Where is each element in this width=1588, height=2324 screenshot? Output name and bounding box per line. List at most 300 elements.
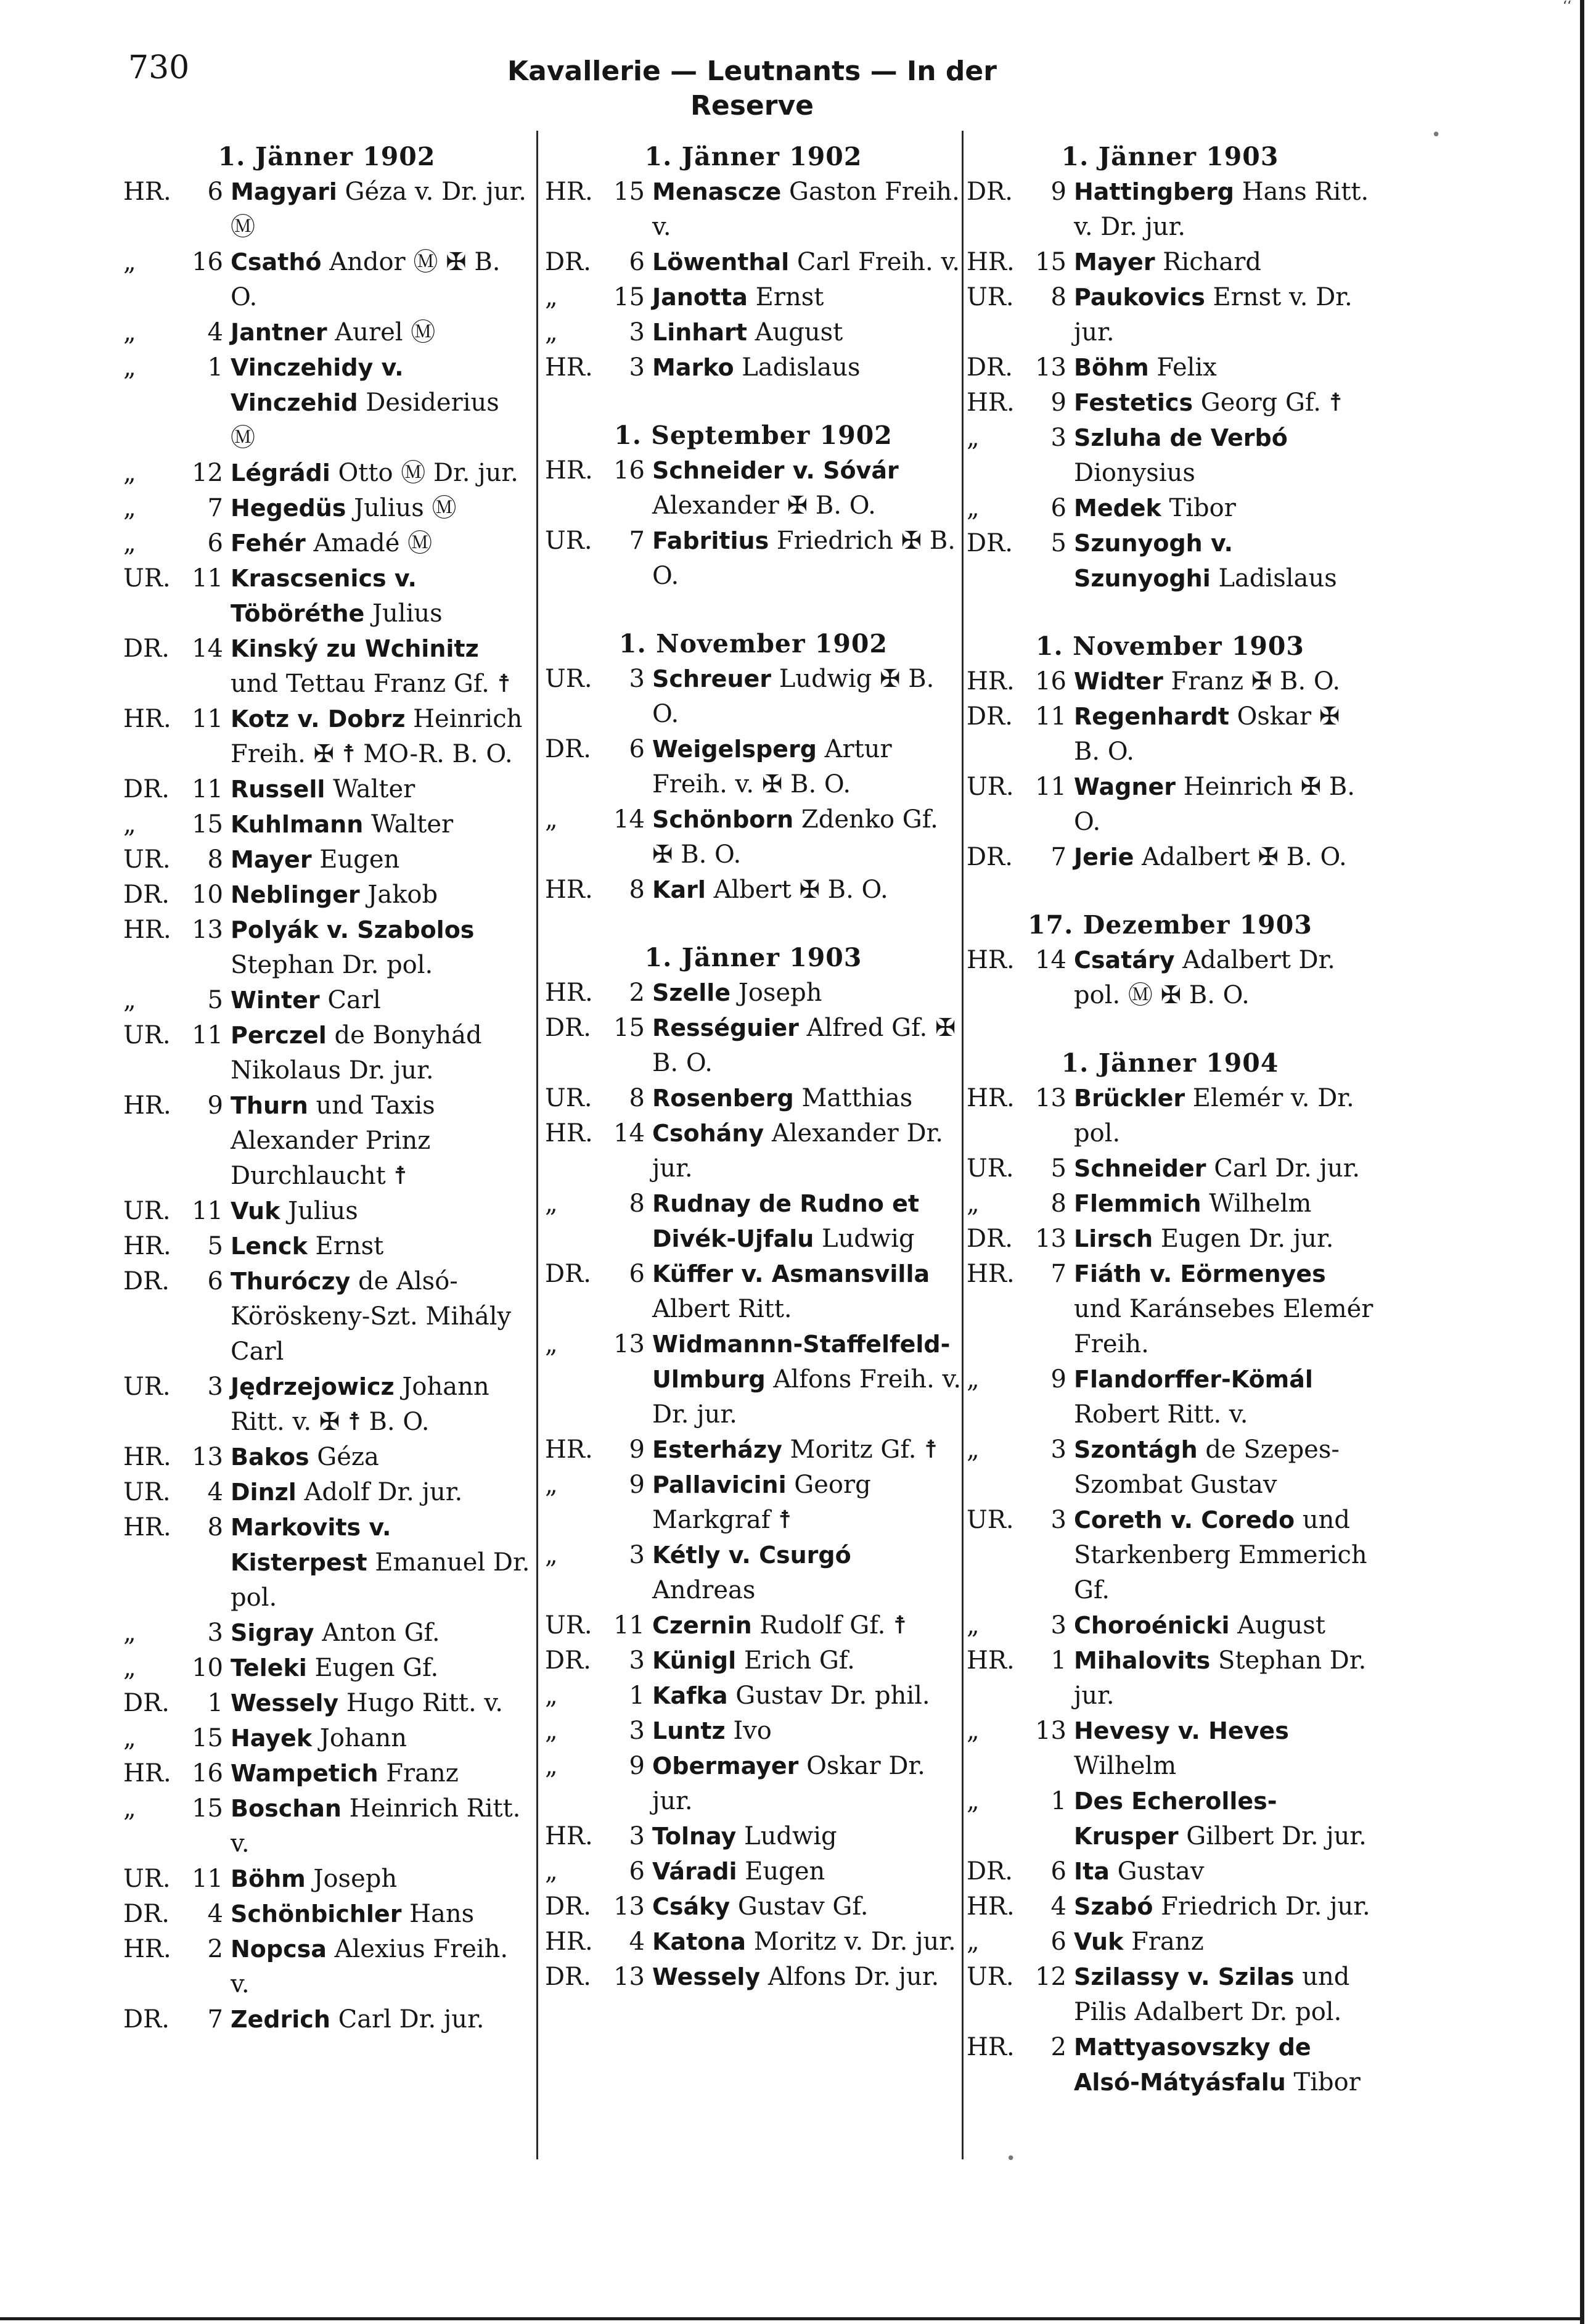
regiment-type: DR.: [545, 1646, 591, 1675]
officer-surname: Wessely: [652, 1963, 761, 1990]
running-title: Kavallerie — Leutnants — In der Reserve: [507, 55, 997, 121]
regiment-number: 13: [192, 916, 223, 944]
officer-details: Alexander Dr. jur.: [652, 1119, 943, 1183]
officer-name: [652, 732, 962, 802]
regiment-number: 8: [1050, 283, 1066, 311]
officer-name: [652, 245, 962, 280]
regiment-type: HR.: [967, 946, 1015, 974]
regiment-type: UR.: [123, 845, 171, 874]
regiment-type: HR.: [545, 1822, 593, 1850]
column-rule-left: [536, 131, 538, 2159]
officer-name: [231, 1475, 530, 1510]
regiment-type: DR.: [967, 529, 1013, 557]
roster-entry: [123, 1194, 530, 1229]
officer-name: [231, 456, 530, 491]
officer-name: [1074, 1151, 1373, 1186]
officer-surname: Hevesy v. Heves: [1074, 1717, 1289, 1744]
regiment-number: 3: [207, 1373, 223, 1401]
regiment-number: 6: [207, 529, 223, 557]
officer-surname: Dinzl: [231, 1479, 297, 1506]
roster-entry: [123, 1756, 530, 1791]
officer-surname: Csathó: [231, 248, 322, 276]
regiment-type: HR.: [967, 1646, 1015, 1675]
regiment-type: „: [123, 1654, 136, 1682]
regiment-type: HR.: [967, 667, 1015, 696]
regiment-number: 3: [207, 1619, 223, 1647]
scan-speck: •: [1006, 2149, 1016, 2168]
officer-details: Franz ✠ B. O.: [1163, 667, 1341, 696]
regiment-number: 13: [192, 1443, 223, 1471]
roster-entry: [123, 772, 530, 807]
regiment-number: 6: [629, 1260, 645, 1288]
roster-entry: [545, 280, 962, 315]
officer-surname: Szontágh: [1074, 1436, 1198, 1463]
officer-details: Gaston Freih. v.: [652, 178, 960, 241]
roster-entry: [967, 526, 1373, 596]
officer-surname: Csatáry: [1074, 946, 1175, 974]
regiment-type: „: [545, 1189, 558, 1218]
officer-surname: Tolnay: [652, 1823, 737, 1850]
officer-surname: Ita: [1074, 1858, 1110, 1885]
regiment-type: HR.: [967, 1892, 1015, 1921]
regiment-type: „: [545, 318, 558, 347]
officer-details: Artur Freih. v. ✠ B. O.: [652, 735, 892, 799]
officer-name: [231, 2002, 530, 2037]
officer-details: Alexius Freih. v.: [231, 1935, 509, 1998]
officer-name: [1074, 385, 1373, 421]
officer-details: Gilbert Dr. jur.: [1178, 1822, 1367, 1850]
officer-surname: Hattingberg: [1074, 178, 1234, 205]
roster-entry: [967, 280, 1373, 350]
officer-name: [231, 913, 530, 983]
officer-name: [231, 1756, 530, 1791]
officer-surname: Böhm: [1074, 354, 1149, 381]
officer-name: [1074, 2030, 1373, 2100]
regiment-number: 11: [192, 775, 223, 803]
regiment-type: HR.: [123, 1232, 171, 1260]
officer-name: [231, 1932, 530, 2002]
regiment-number: 5: [1050, 1154, 1066, 1183]
officer-name: [652, 1924, 962, 1960]
regiment-number: 6: [207, 178, 223, 206]
regiment-type: „: [545, 1471, 558, 1499]
officer-name: [652, 1186, 962, 1257]
roster-entry: [123, 1475, 530, 1510]
regiment-type: „: [123, 1619, 136, 1647]
officer-details: Georg Markgraf ☨: [652, 1471, 871, 1534]
officer-details: und Tettau Franz Gf. ☨: [231, 670, 511, 698]
officer-details: Rudolf Gf. ☨: [751, 1611, 907, 1640]
regiment-number: 2: [207, 1935, 223, 1963]
officer-details: Amadé Ⓜ: [305, 529, 433, 557]
roster-entry: [123, 1862, 530, 1897]
regiment-number: 6: [629, 248, 645, 276]
officer-details: Gustav Dr. phil.: [727, 1681, 930, 1710]
roster-entry: [967, 840, 1373, 875]
regiment-type: UR.: [967, 1154, 1014, 1183]
regiment-type: „: [967, 1717, 980, 1745]
officer-details: Aurel Ⓜ: [327, 318, 436, 347]
roster-entry: [123, 1897, 530, 1932]
regiment-number: 15: [613, 178, 645, 206]
officer-details: Walter: [325, 775, 415, 803]
regiment-number: 4: [629, 1928, 645, 1956]
roster-entry: [545, 1468, 962, 1538]
officer-details: Emanuel Dr. pol.: [231, 1548, 530, 1612]
regiment-number: 9: [629, 1435, 645, 1464]
officer-details: Julius: [280, 1197, 358, 1225]
regiment-number: 6: [629, 1857, 645, 1886]
regiment-type: DR.: [967, 353, 1013, 382]
officer-surname: Rességuier: [652, 1014, 799, 1041]
officer-name: [231, 1018, 530, 1088]
officer-name: [652, 1011, 962, 1081]
officer-details: Robert Ritt. v.: [1074, 1400, 1248, 1429]
officer-name: [231, 350, 530, 456]
regiment-number: 3: [1050, 1506, 1066, 1534]
officer-details: Ludwig ✠ B. O.: [652, 665, 935, 728]
regiment-type: „: [123, 248, 136, 276]
roster-entry: [545, 1116, 962, 1186]
roster-entry: [967, 770, 1373, 840]
officer-surname: Szelle: [652, 979, 731, 1006]
officer-details: Joseph: [731, 979, 822, 1007]
regiment-number: 15: [192, 810, 223, 839]
roster-entry: [967, 1222, 1373, 1257]
roster-entry: [545, 873, 962, 908]
officer-surname: Thurn: [231, 1092, 308, 1119]
regiment-number: 11: [613, 1611, 645, 1640]
regiment-number: 6: [207, 1267, 223, 1295]
officer-name: [231, 1264, 530, 1369]
roster-entry: [123, 1510, 530, 1616]
officer-surname: Rosenberg: [652, 1085, 794, 1112]
regiment-number: 3: [629, 353, 645, 382]
officer-surname: Fabritius: [652, 527, 769, 554]
roster-entry: [967, 1608, 1373, 1643]
officer-details: Johann Ritt. v. ✠ ☨ B. O.: [231, 1373, 489, 1436]
roster-entry: [123, 456, 530, 491]
officer-surname: Luntz: [652, 1717, 726, 1744]
officer-surname: Kinský zu Wchinitz: [231, 635, 479, 662]
regiment-number: 1: [207, 353, 223, 382]
officer-name: [231, 526, 530, 561]
regiment-type: HR.: [967, 388, 1015, 417]
officer-surname: Esterházy: [652, 1436, 782, 1463]
regiment-number: 7: [1050, 1260, 1066, 1288]
roster-entry: [545, 1643, 962, 1678]
regiment-type: „: [545, 1752, 558, 1780]
roster-entry: [545, 1186, 962, 1257]
roster-entry: [123, 702, 530, 772]
regiment-number: 11: [1035, 773, 1066, 801]
officer-surname: Bakos: [231, 1443, 309, 1471]
officer-name: [1074, 350, 1373, 385]
officer-details: Carl Dr. jur.: [1206, 1154, 1361, 1183]
officer-surname: Krascsenics v. Töböréthe: [231, 565, 417, 627]
roster-entry: [123, 175, 530, 245]
regiment-type: UR.: [967, 773, 1014, 801]
officer-surname: Russell: [231, 776, 325, 803]
roster-entry: [545, 315, 962, 350]
officer-details: Alexander ✠ B. O.: [652, 491, 876, 520]
officer-details: Georg Gf. ☨: [1193, 388, 1343, 417]
regiment-number: 15: [613, 283, 645, 311]
regiment-type: „: [967, 1928, 980, 1956]
officer-surname: Wessely: [231, 1690, 339, 1717]
officer-details: und Taxis Alexander Prinz Durchlaucht ☨: [231, 1091, 435, 1190]
section-date-heading: 1. Jänner 1903: [644, 943, 862, 972]
officer-details: Eugen: [311, 845, 400, 874]
officer-name: [231, 983, 530, 1018]
officer-name: [231, 1194, 530, 1229]
regiment-number: 3: [1050, 1611, 1066, 1640]
regiment-type: DR.: [545, 1260, 591, 1288]
officer-surname: Rudnay de Rudno et Divék-Ujfalu: [652, 1190, 920, 1252]
officer-details: Oskar ✠ B. O.: [1074, 702, 1340, 766]
regiment-type: „: [123, 986, 136, 1014]
roster-entry: [967, 1924, 1373, 1960]
officer-surname: Karl: [652, 876, 706, 903]
regiment-number: 3: [1050, 424, 1066, 452]
roster-entry: [123, 1791, 530, 1862]
officer-surname: Künigl: [652, 1647, 737, 1674]
regiment-type: UR.: [123, 1021, 171, 1049]
roster-entry: [545, 1608, 962, 1643]
officer-surname: Váradi: [652, 1858, 737, 1885]
section-date-heading: 1. Jänner 1904: [1061, 1048, 1279, 1078]
officer-name: [652, 1538, 962, 1608]
officer-details: Albert ✠ B. O.: [705, 876, 888, 904]
column-1: [123, 139, 530, 2037]
regiment-number: 14: [613, 1119, 645, 1148]
officer-name: [1074, 664, 1373, 699]
regiment-number: 1: [629, 1681, 645, 1710]
officer-surname: Festetics: [1074, 389, 1193, 416]
officer-name: [652, 1257, 962, 1327]
officer-name: [652, 1714, 962, 1749]
officer-details: Friedrich ✠ B. O.: [652, 527, 956, 590]
officer-details: Ernst: [747, 283, 824, 311]
officer-surname: Marko: [652, 354, 734, 381]
officer-details: Tibor: [1161, 494, 1236, 522]
officer-surname: Linhart: [652, 319, 747, 346]
regiment-number: 2: [1050, 2033, 1066, 2061]
roster-entry: [545, 1924, 962, 1960]
officer-details: Julius Ⓜ: [346, 494, 457, 522]
officer-name: [1074, 1222, 1373, 1257]
officer-name: [231, 1721, 530, 1756]
regiment-type: UR.: [967, 283, 1014, 311]
regiment-number: 11: [192, 705, 223, 733]
regiment-number: 13: [613, 1330, 645, 1358]
officer-details: Richard: [1155, 248, 1261, 276]
officer-surname: Nopcsa: [231, 1936, 327, 1963]
roster-entry: [123, 913, 530, 983]
officer-surname: Choroénicki: [1074, 1612, 1230, 1639]
regiment-number: 8: [207, 845, 223, 874]
regiment-number: 7: [207, 2005, 223, 2034]
officer-name: [231, 1369, 530, 1440]
roster-entry: [967, 1432, 1373, 1503]
regiment-number: 8: [207, 1513, 223, 1542]
roster-entry: [545, 350, 962, 385]
regiment-type: „: [967, 1787, 980, 1815]
officer-details: Andreas: [652, 1576, 756, 1604]
officer-details: Alfons Freih. v. Dr. jur.: [652, 1365, 962, 1429]
officer-details: Hans: [401, 1900, 475, 1928]
roster-entry: [123, 807, 530, 842]
column-3: [967, 139, 1373, 2100]
regiment-type: HR.: [967, 248, 1015, 276]
regiment-type: DR.: [123, 634, 170, 663]
regiment-type: DR.: [967, 1225, 1013, 1253]
officer-surname: Fehér: [231, 530, 306, 557]
officer-details: August: [747, 318, 843, 347]
officer-surname: Wampetich: [231, 1760, 379, 1787]
scan-corner-mark: ‘‘: [1563, 0, 1571, 14]
regiment-type: „: [967, 1435, 980, 1464]
officer-details: Adalbert Dr. pol. Ⓜ ✠ B. O.: [1074, 946, 1336, 1009]
officer-surname: Schneider v. Sóvár: [652, 457, 899, 484]
officer-details: Ivo: [725, 1717, 772, 1745]
officer-surname: Vuk: [231, 1197, 280, 1225]
regiment-number: 5: [1050, 529, 1066, 557]
regiment-type: UR.: [967, 1506, 1014, 1534]
officer-surname: Sigray: [231, 1619, 314, 1646]
roster-entry: [123, 1721, 530, 1756]
officer-surname: Küffer v. Asmansvilla: [652, 1260, 930, 1287]
regiment-type: „: [545, 283, 558, 311]
officer-name: [231, 1088, 530, 1194]
officer-details: und Starkenberg Emmerich Gf.: [1074, 1506, 1367, 1604]
officer-name: [231, 245, 530, 315]
roster-entry: [123, 631, 530, 702]
roster-entry: [123, 350, 530, 456]
officer-name: [231, 561, 530, 631]
regiment-type: HR.: [967, 1260, 1015, 1288]
regiment-type: „: [967, 1189, 980, 1218]
regiment-type: „: [545, 1330, 558, 1358]
regiment-type: „: [123, 318, 136, 347]
regiment-type: HR.: [545, 353, 593, 382]
roster-entry: [967, 1889, 1373, 1924]
officer-surname: Schreuer: [652, 665, 772, 692]
officer-details: Ernst: [307, 1232, 384, 1260]
officer-details: Joseph: [305, 1865, 398, 1893]
roster-entry: [123, 983, 530, 1018]
officer-details: Friedrich Dr. jur.: [1153, 1892, 1370, 1921]
officer-details: Zdenko Gf. ✠ B. O.: [652, 805, 938, 869]
officer-name: [652, 315, 962, 350]
officer-surname: Szluha de Verbó: [1074, 424, 1288, 451]
regiment-number: 16: [192, 248, 223, 276]
section-date-heading: 17. Dezember 1903: [1028, 910, 1312, 940]
officer-surname: Czernin: [652, 1612, 752, 1639]
regiment-number: 5: [207, 986, 223, 1014]
officer-details: Gustav: [1109, 1857, 1205, 1886]
officer-surname: Obermayer: [652, 1752, 799, 1780]
regiment-number: 9: [629, 1752, 645, 1780]
officer-details: Erich Gf.: [736, 1646, 855, 1675]
regiment-type: „: [123, 459, 136, 487]
officer-surname: Wagner: [1074, 773, 1176, 800]
regiment-number: 9: [1050, 388, 1066, 417]
regiment-number: 16: [613, 456, 645, 485]
officer-details: Carl: [319, 986, 381, 1014]
roster-entry: [967, 350, 1373, 385]
roster-entry: [545, 175, 962, 245]
officer-details: Hugo Ritt. v.: [338, 1689, 503, 1717]
roster-entry: [545, 1432, 962, 1468]
regiment-number: 11: [192, 1021, 223, 1049]
officer-details: Géza: [309, 1443, 379, 1471]
officer-surname: Weigelsperg: [652, 736, 817, 763]
officer-details: Tibor: [1285, 2068, 1361, 2096]
officer-details: und Pilis Adalbert Dr. pol.: [1074, 1963, 1350, 2026]
regiment-type: „: [967, 1611, 980, 1640]
officer-surname: Polyák v. Szabolos: [231, 916, 475, 943]
regiment-number: 9: [629, 1471, 645, 1499]
regiment-number: 14: [192, 634, 223, 663]
regiment-number: 1: [1050, 1646, 1066, 1675]
officer-name: [1074, 280, 1373, 350]
regiment-number: 6: [629, 735, 645, 763]
roster-entry: [545, 453, 962, 524]
roster-entry: [545, 975, 962, 1011]
officer-details: Stephan Dr. jur.: [1074, 1646, 1367, 1710]
officer-details: Moritz Gf. ☨: [782, 1435, 938, 1464]
officer-name: [231, 315, 530, 350]
officer-name: [231, 772, 530, 807]
officer-name: [231, 175, 530, 245]
regiment-number: 13: [1035, 1084, 1066, 1112]
officer-surname: Flandorffer-Kömál: [1074, 1366, 1313, 1393]
roster-entry: [967, 2030, 1373, 2100]
officer-surname: Böhm: [231, 1865, 306, 1892]
officer-name: [1074, 1714, 1373, 1784]
officer-name: [231, 877, 530, 913]
officer-name: [231, 1229, 530, 1264]
officer-name: [1074, 421, 1373, 491]
officer-name: [231, 1862, 530, 1897]
officer-name: [652, 1432, 962, 1468]
officer-surname: Katona: [652, 1928, 747, 1955]
scan-border-right: [1580, 0, 1584, 2324]
regiment-number: 12: [1035, 1963, 1066, 1991]
regiment-type: UR.: [545, 1611, 592, 1640]
roster-entry: [123, 1018, 530, 1088]
roster-entry: [123, 561, 530, 631]
officer-name: [231, 1686, 530, 1721]
officer-details: Géza v. Dr. jur. Ⓜ: [231, 178, 526, 241]
roster-entry: [545, 1327, 962, 1432]
officer-details: Albert Ritt.: [652, 1295, 792, 1323]
officer-name: [1074, 245, 1373, 280]
regiment-type: HR.: [123, 1759, 171, 1788]
regiment-type: HR.: [545, 1119, 593, 1148]
roster-entry: [123, 1229, 530, 1264]
regiment-number: 16: [1035, 667, 1066, 696]
regiment-number: 2: [629, 979, 645, 1007]
officer-surname: Vuk: [1074, 1928, 1124, 1955]
regiment-number: 15: [613, 1014, 645, 1042]
regiment-number: 15: [1035, 248, 1066, 276]
section-date-heading: 1. Jänner 1902: [644, 142, 862, 171]
officer-details: Johann: [312, 1724, 407, 1752]
regiment-type: HR.: [545, 979, 593, 1007]
officer-details: Eugen Dr. jur.: [1153, 1225, 1334, 1253]
